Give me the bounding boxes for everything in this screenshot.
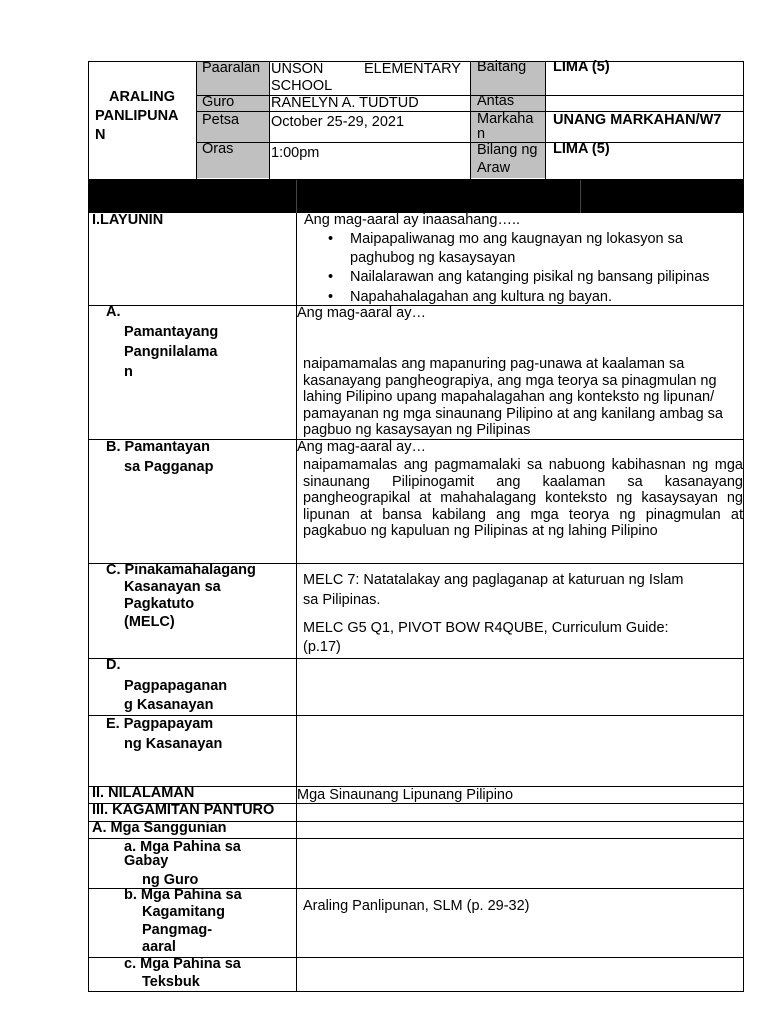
- layunin-label: I.LAYUNIN: [92, 212, 164, 228]
- learner-material-label-1: b. Mga Pahina sa: [124, 887, 242, 903]
- learner-material-label-3: Pangmag-: [142, 922, 213, 938]
- column-divider: [296, 213, 297, 992]
- skill-enrichment-label-2: ng Kasanayan: [124, 736, 223, 752]
- melc-line-3: MELC G5 Q1, PIVOT BOW R4QUBE, Curriculum Guide:: [303, 620, 669, 636]
- performance-standard-label-1: B. Pamantayan: [106, 439, 210, 455]
- teacher-guide-label-2: Gabay: [124, 853, 169, 869]
- content-standard-intro: Ang mag-aaral ay…: [297, 305, 426, 321]
- textbook-label-1: c. Mga Pahina sa: [124, 956, 241, 972]
- level-label: Antas: [477, 93, 515, 109]
- skill-development-label-d: D.: [106, 657, 121, 673]
- grade-value: LIMA (5): [553, 59, 610, 75]
- quarter-label-line2: n: [477, 126, 486, 142]
- grade-label: Baitang: [477, 59, 527, 75]
- date-label: Petsa: [202, 112, 240, 128]
- performance-standard-body: naipamamalas ang pagmamalaki sa nabuong kabihasnan ng mga sinaunang Pilipinogamit ang kaalaman sa kasanayang pangheograpikal at mahahalagang konteksto ng kasaysayan ng lipunan at bansa kabilang ang mga teorya ng pinagmulan at pagkabuo ng kapuluan ng Pilipinas at ng lahing Pilipino: [303, 457, 743, 539]
- teacher-value: RANELYN A. TUDTUD: [271, 95, 419, 111]
- learner-material-label-2: Kagamitang: [142, 904, 225, 920]
- skill-enrichment-label-1: E. Pagpapayam: [106, 716, 214, 732]
- days-label-line2: Araw: [477, 160, 511, 176]
- objective-item: • Maipapaliwanag mo ang kaugnayan ng lokasyon sa: [328, 231, 683, 247]
- content-standard-body: naipamamalas ang mapanuring pag-unawa at kaalaman sa kasanayang pangheograpiya, ang mga teorya sa pinagmulan ng lahing Pilipino upang mapahalagahan ang konteksto ng lipunan/ pamayanan ng mga sinaunang Pilipino at ang kanilang ambag sa pagbuo ng kasaysayan ng Pilipinas: [303, 356, 723, 439]
- learner-material-label-4: aaral: [142, 939, 176, 955]
- objective-item: • Napahahalagahan ang kultura ng bayan.: [328, 288, 613, 305]
- melc-label-4: (MELC): [124, 614, 175, 630]
- subject-title: [88, 88, 196, 107]
- subject-title-line3: N: [95, 127, 106, 143]
- content-standard-label-1: Pamantayang: [124, 324, 219, 340]
- content-standard-label-a: A.: [106, 304, 121, 320]
- melc-line-1: MELC 7: Natatalakay ang paglaganap at katuruan ng Islam: [303, 572, 684, 588]
- content-standard-label-2: Pangnilalama: [124, 344, 218, 360]
- performance-standard-label-2: sa Pagganap: [124, 459, 214, 475]
- skill-development-label-2: g Kasanayan: [124, 697, 214, 713]
- layunin-objectives: [298, 230, 744, 306]
- days-label-line1: Bilang ng: [477, 142, 538, 158]
- materials-label: III. KAGAMITAN PANTURO: [92, 802, 275, 818]
- subject-title-line2: PANLIPUNA: [95, 108, 179, 124]
- objective-item: • Nailalarawan ang katanging pisikal ng bansang pilipinas: [328, 269, 710, 285]
- references-label: A. Mga Sanggunian: [92, 820, 227, 836]
- quarter-value: UNANG MARKAHAN/W7: [553, 112, 722, 128]
- time-label: Oras: [202, 141, 234, 157]
- teacher-guide-label-1: a. Mga Pahina sa: [124, 839, 241, 855]
- learner-material-value: Araling Panlipunan, SLM (p. 29-32): [303, 898, 530, 914]
- textbook-label-2: Teksbuk: [142, 974, 200, 990]
- layunin-intro: Ang mag-aaral ay inaasahang…..: [304, 212, 521, 228]
- subject-title-line1: ARALING: [108, 89, 176, 105]
- melc-label-3: Pagkatuto: [124, 596, 195, 612]
- teacher-guide-label-3: ng Guro: [142, 872, 199, 888]
- performance-standard-intro: Ang mag-aaral ay…: [297, 439, 426, 455]
- melc-label-2: Kasanayan sa: [124, 579, 221, 595]
- school-label: Paaralan: [202, 60, 261, 76]
- school-value-elementary: ELEMENTARY: [364, 61, 461, 77]
- content-standard-label-3: n: [124, 364, 133, 380]
- melc-line-4: (p.17): [303, 639, 341, 655]
- objective-item-cont: paghubog ng kasaysayan: [350, 249, 516, 266]
- quarter-label-line1: Markaha: [477, 111, 534, 127]
- days-value: LIMA (5): [553, 141, 610, 157]
- school-value-unson: UNSON: [271, 61, 324, 77]
- date-value: October 25-29, 2021: [271, 114, 405, 130]
- melc-line-2: sa Pilipinas.: [303, 592, 381, 608]
- black-header-bar: [88, 180, 744, 213]
- teacher-label: Guro: [202, 94, 235, 110]
- skill-development-label-1: Pagpapaganan: [124, 678, 228, 694]
- content-value: Mga Sinaunang Lipunang Pilipino: [297, 787, 514, 803]
- school-value-school: SCHOOL: [271, 78, 333, 94]
- time-value: 1:00pm: [271, 145, 320, 161]
- melc-label-1: C. Pinakamahalagang: [106, 562, 256, 578]
- content-label: II. NILALAMAN: [92, 785, 195, 801]
